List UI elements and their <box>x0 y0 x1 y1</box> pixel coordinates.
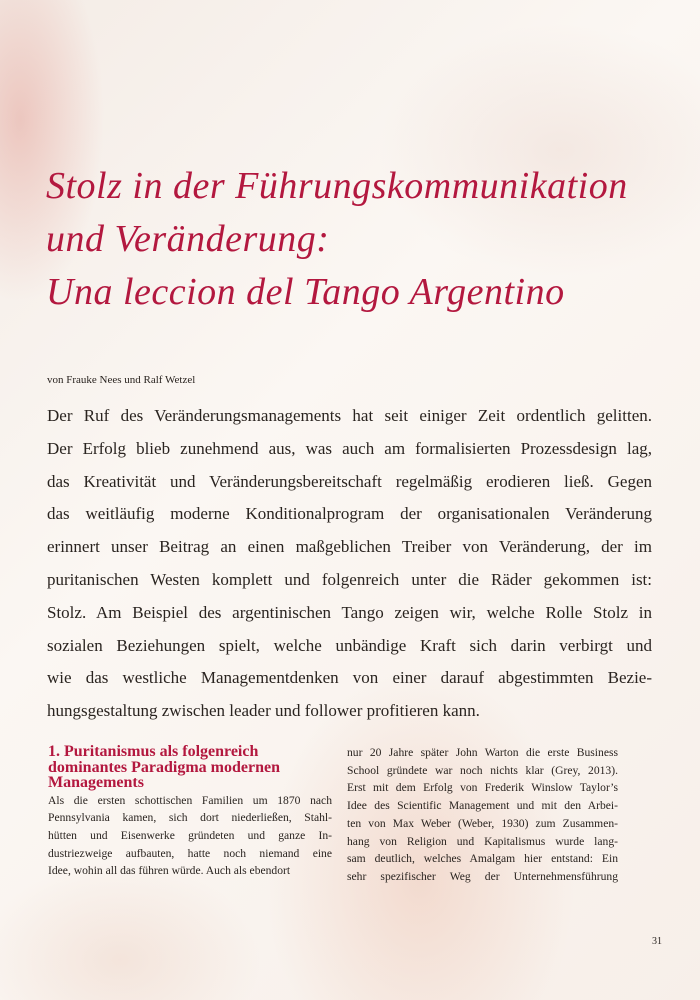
heading-line: 1. Puritanismus als folgenreich <box>48 743 259 760</box>
text-line: dustriezweige aufbauten, hatte noch niemand eine <box>48 846 332 860</box>
text-line: Als die ersten schottischen Familien um 1870 nach <box>48 793 332 807</box>
text-line: Erst mit dem Erfolg von Frederik Winslow Taylor’s <box>347 781 618 795</box>
author-line: von Frauke Nees und Ralf Wetzel <box>47 374 196 386</box>
text-line: hang von Religion und Kapitalismus wurde lang- <box>347 834 618 848</box>
text-line: Idee des Scientific Management und mit den Arbei- <box>347 799 618 813</box>
text-line: Pennsylvania kamen, sich dort niederließen, Stahl- <box>48 811 332 825</box>
text-line: wie das westliche Managementdenken von einer darauf abgestimmten Bezie- <box>47 668 652 688</box>
text-line: Stolz. Am Beispiel des argentinischen Tango zeigen wir, welche Rolle Stolz in <box>47 602 652 622</box>
text-line: nur 20 Jahre später John Warton die erste Business <box>347 746 618 759</box>
text-line: hungsgestaltung zwischen leader und follower profitieren kann. <box>47 701 480 721</box>
text-line: das Kreativität und Veränderungsbereitschaft regelmäßig erodieren ließ. Gegen <box>47 471 652 491</box>
text-line: Der Ruf des Veränderungsmanagements hat seit einiger Zeit ordentlich gelitten. <box>47 406 652 425</box>
article-title <box>46 160 628 319</box>
text-line: Der Erfolg blieb zunehmend aus, was auch am formalisierten Prozessdesign lag, <box>47 438 652 458</box>
text-line: sam deutlich, welches Amalgam hier entstand: Ein <box>347 852 618 866</box>
right-column <box>347 744 618 886</box>
text-line: sehr spezifischer Weg der Unternehmensführung <box>347 869 618 883</box>
left-column <box>48 744 332 880</box>
page-number: 31 <box>652 936 662 947</box>
text-line: puritanischen Westen komplett und folgenreich unter die Räder gekommen ist: <box>47 569 652 589</box>
title-line: Una leccion del Tango Argentino <box>46 271 565 313</box>
text-line: erinnert unser Beitrag an einen maßgeblichen Treiber von Veränderung, der im <box>47 537 652 557</box>
heading-line: dominantes Paradigma modernen <box>48 758 280 776</box>
title-line: Stolz in der Führungskommunikation <box>46 165 628 207</box>
text-line: das weitläufig moderne Konditionalprogram der organisationalen Veränderung <box>47 504 652 524</box>
abstract <box>47 400 652 728</box>
section-heading <box>48 744 332 791</box>
text-line: ten von Max Weber (Weber, 1930) zum Zusammen- <box>347 816 618 830</box>
title-line: und Veränderung: <box>46 218 330 260</box>
text-line: Idee, wohin all das führen würde. Auch als ebendort <box>48 864 291 878</box>
heading-line: Managements <box>48 774 144 791</box>
text-line: sozialen Beziehungen spielt, welche unbändige Kraft sich darin verbirgt und <box>47 635 652 655</box>
text-line: School gründete war noch nichts klar (Grey, 2013). <box>347 763 618 777</box>
text-line: hütten und Eisenwerke gründeten und ganze In- <box>48 828 332 842</box>
